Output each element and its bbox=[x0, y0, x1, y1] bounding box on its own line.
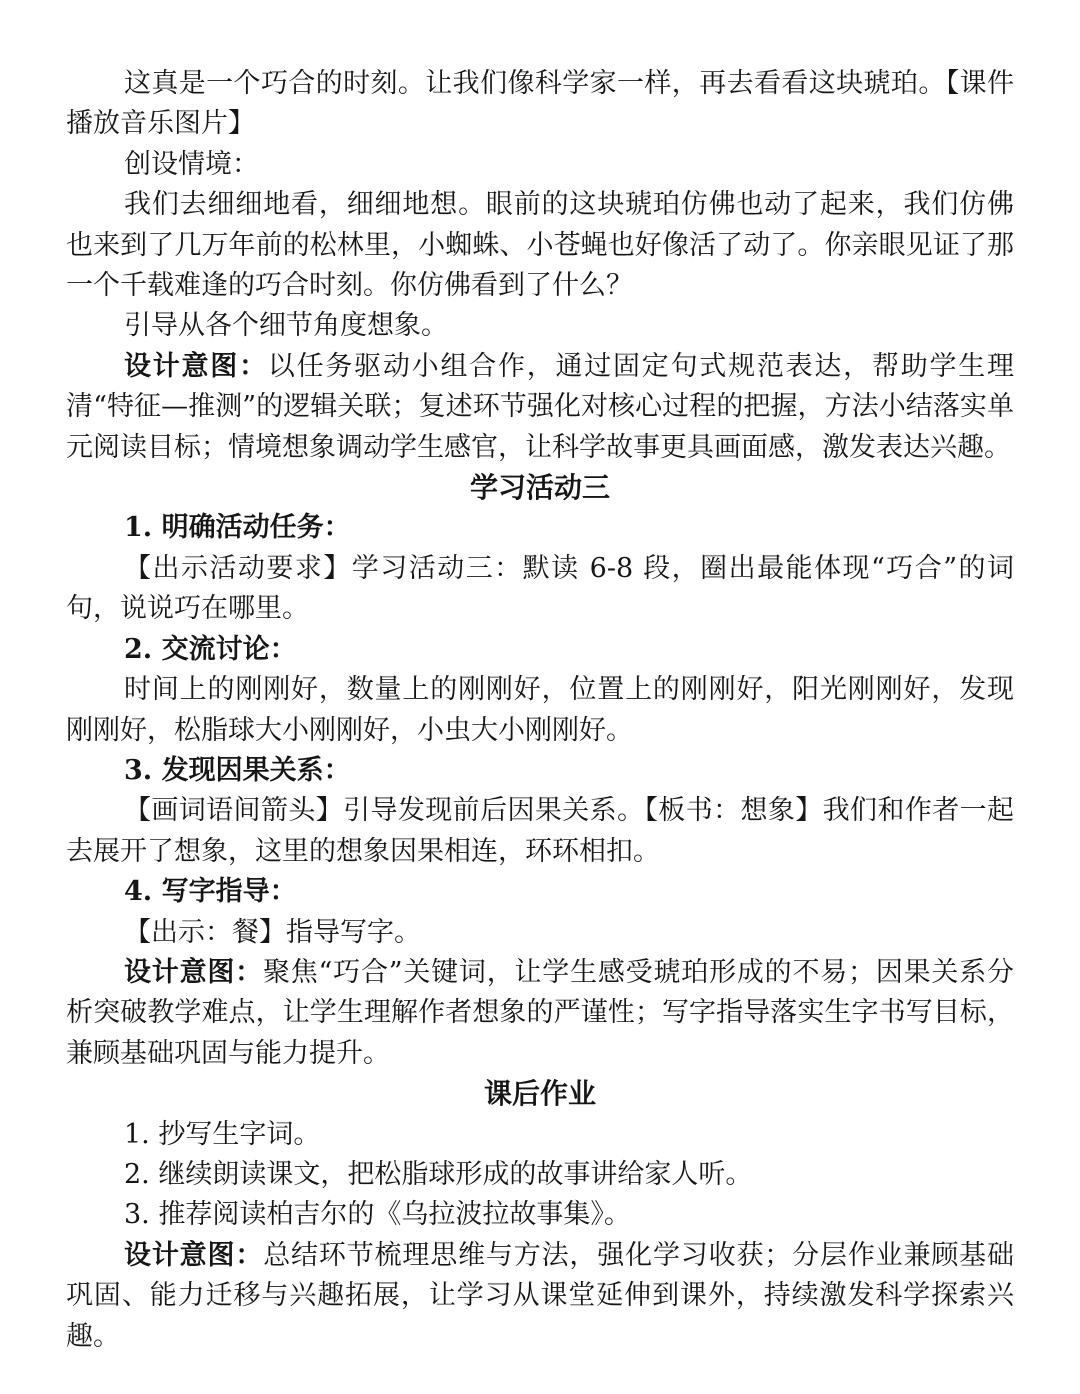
step-heading: 2. 交流讨论： bbox=[124, 633, 297, 665]
paragraph-intro: 这真是一个巧合的时刻。让我们像科学家一样，再去看看这块琥珀。【课件播放音乐图片】 bbox=[66, 68, 1014, 140]
section-title-activity3: 学习活动三 bbox=[469, 471, 610, 505]
paragraph-scenario: 我们去细细地看，细细地想。眼前的这块琥珀仿佛也动了起来，我们仿佛也来到了几万年前的松林里，小蜘蛛、小苍蝇也好像活了动了。你亲眼见证了那一个千载难逢的巧合时刻。你仿佛看到了什么？ bbox=[66, 189, 1014, 302]
homework-item: 2. 继续朗读课文，把松脂球形成的故事讲给家人听。 bbox=[124, 1158, 753, 1190]
design-intent-label: 设计意图： bbox=[124, 956, 263, 988]
step-body: 【出示：餐】指导写字。 bbox=[124, 916, 421, 948]
homework-item: 3. 推荐阅读柏吉尔的《乌拉波拉故事集》。 bbox=[124, 1199, 631, 1231]
design-intent-3 bbox=[66, 1236, 1014, 1357]
step-heading: 3. 发现因果关系： bbox=[124, 754, 351, 786]
section-title-homework: 课后作业 bbox=[483, 1077, 596, 1111]
step-heading: 1. 明确活动任务： bbox=[124, 512, 351, 544]
paragraph-scenario-label: 创设情境： bbox=[124, 148, 259, 180]
homework-item: 1. 抄写生字词。 bbox=[124, 1118, 321, 1150]
step-body: 时间上的刚刚好，数量上的刚刚好，位置上的刚刚好，阳光刚刚好，发现刚刚好，松脂球大小刚刚好，小虫大小刚刚好。 bbox=[66, 674, 1014, 746]
step-body: 【画词语间箭头】引导发现前后因果关系。【板书：想象】我们和作者一起去展开了想象，这里的想象因果相连，环环相扣。 bbox=[66, 795, 1014, 867]
step-body: 【出示活动要求】学习活动三：默读 6-8 段，圈出最能体现“巧合”的词句，说说巧在哪里。 bbox=[66, 552, 1014, 625]
step-heading: 4. 写字指导： bbox=[124, 876, 297, 908]
design-intent-1 bbox=[66, 347, 1014, 468]
design-intent-2 bbox=[66, 953, 1014, 1074]
design-intent-text: 聚焦“巧合”关键词，让学生感受琥珀形成的不易；因果关系分析突破教学难点，让学生理解作者想象的严谨性；写字指导落实生字书写目标，兼顾基础巩固与能力提升。 bbox=[66, 956, 1014, 1069]
design-intent-text: 总结环节梳理思维与方法，强化学习收获；分层作业兼顾基础巩固、能力迁移与兴趣拓展，让学习从课堂延伸到课外，持续激发科学探索兴趣。 bbox=[66, 1239, 1015, 1352]
design-intent-label: 设计意图： bbox=[124, 350, 268, 382]
design-intent-text: 以任务驱动小组合作，通过固定句式规范表达，帮助学生理清“特征—推测”的逻辑关联；复述环节强化对核心过程的把握，方法小结落实单元阅读目标；情境想象调动学生感官，让科学故事更具画面感，激发表达兴趣。 bbox=[66, 350, 1015, 463]
design-intent-label: 设计意图： bbox=[124, 1239, 264, 1271]
paragraph-guide: 引导从各个细节角度想象。 bbox=[124, 310, 448, 342]
